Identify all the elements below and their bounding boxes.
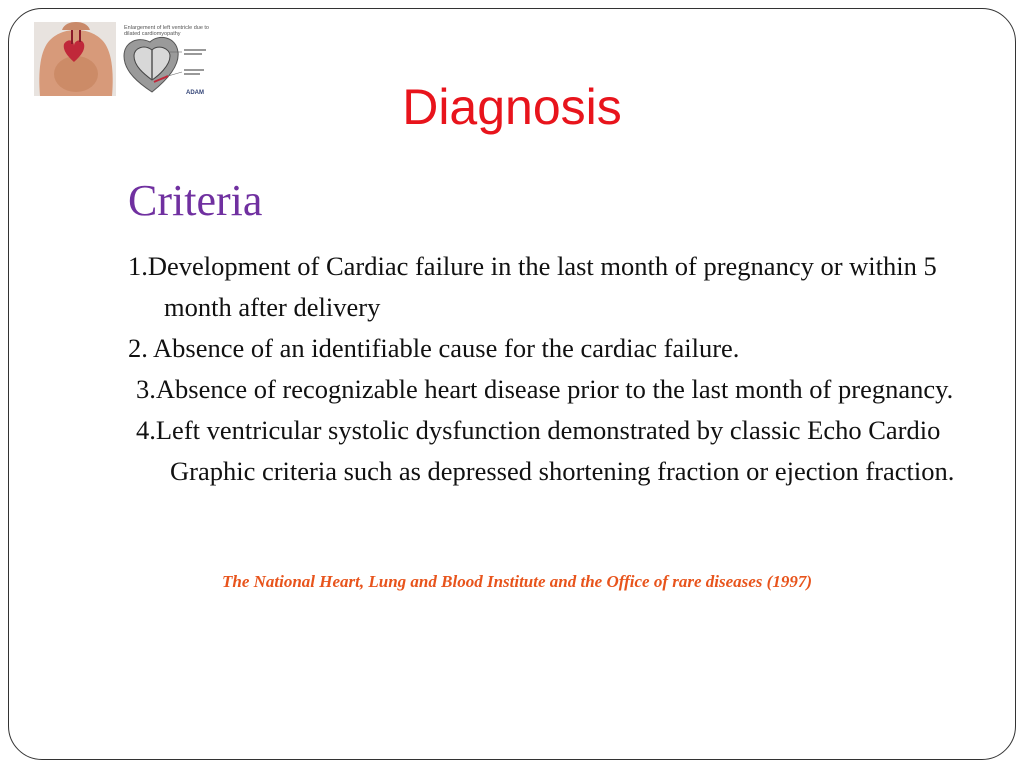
slide-title: Diagnosis	[402, 79, 622, 135]
citation: The National Heart, Lung and Blood Institute and the Office of rare diseases (1997)	[222, 572, 812, 591]
criteria-item-4: 4.Left ventricular systolic dysfunction demonstrated by classic Echo Cardio Graphic criteria such as depressed shortening fraction or ejection fraction.	[136, 415, 955, 486]
criteria-item-1: 1.Development of Cardiac failure in the last month of pregnancy or within 5 month after delivery	[128, 251, 937, 322]
slide-subtitle: Criteria	[128, 176, 263, 225]
figure-brand-logo: ADAM	[186, 90, 204, 96]
criteria-item-3: 3.Absence of recognizable heart disease prior to the last month of pregnancy.	[136, 374, 954, 404]
criteria-item-2: 2. Absence of an identifiable cause for the cardiac failure.	[128, 333, 740, 363]
criteria-list	[128, 246, 988, 492]
figure-caption: Enlargement of left ventricle due to dilated cardiomyopathy	[124, 25, 209, 37]
